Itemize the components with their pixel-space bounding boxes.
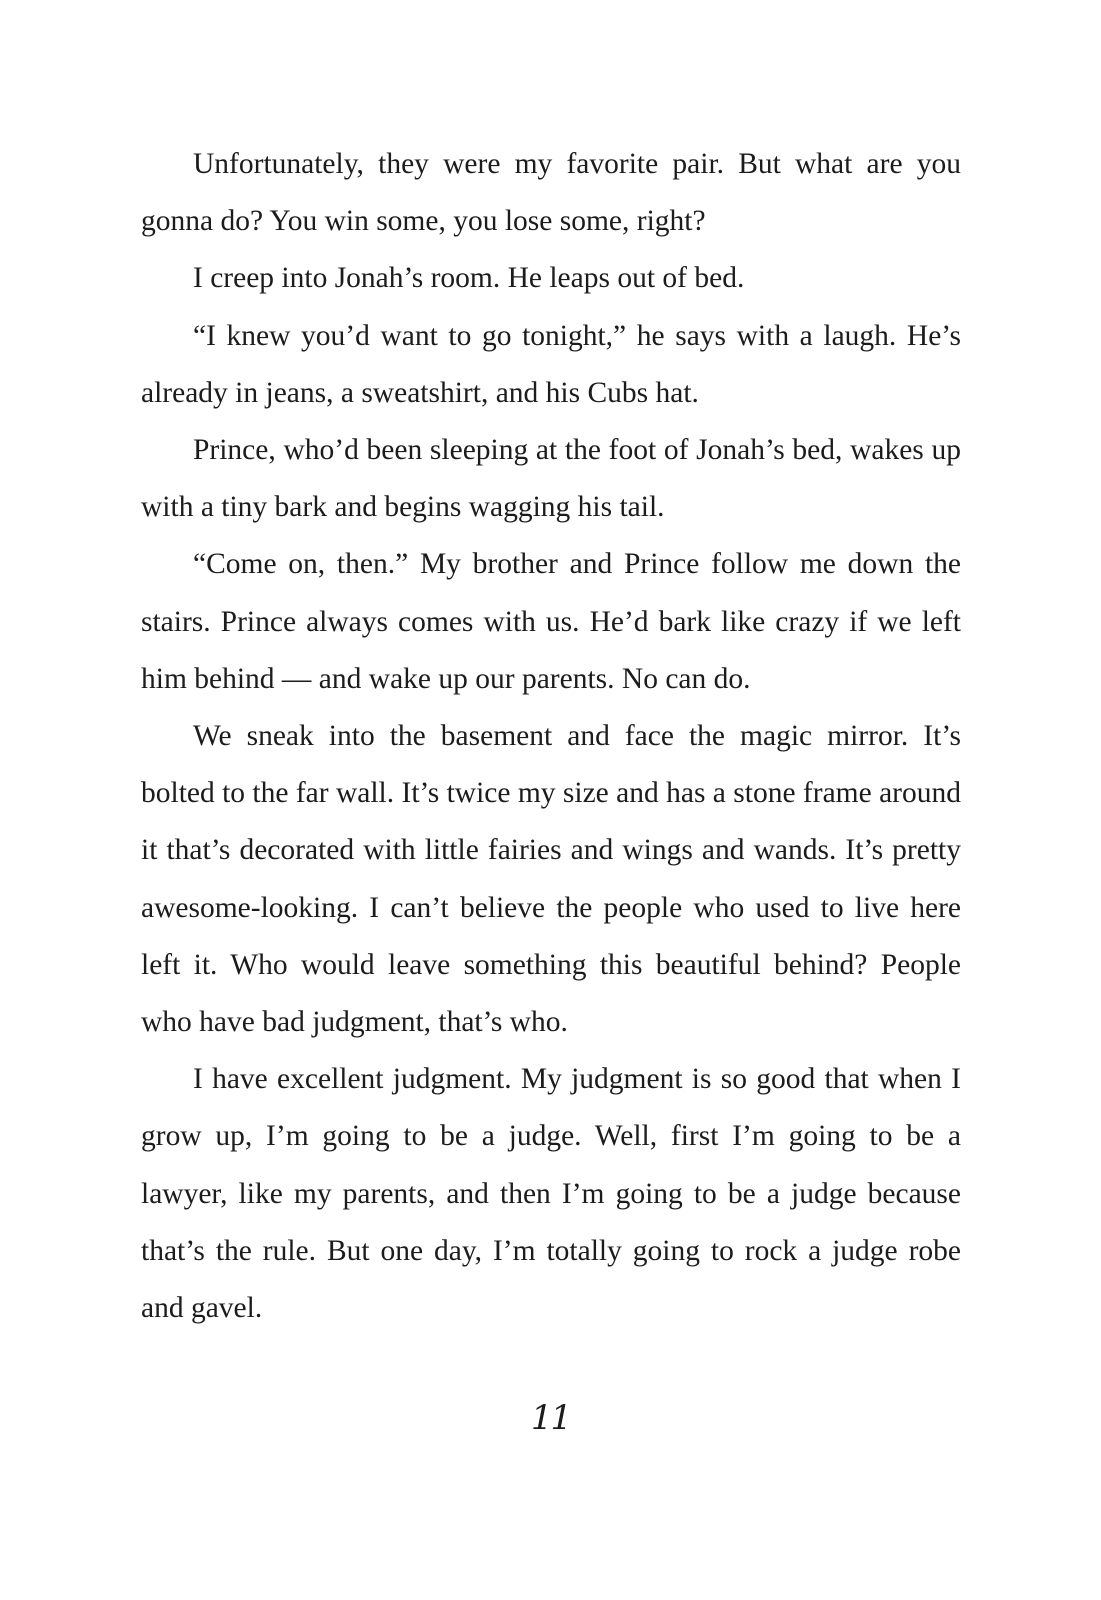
paragraph: We sneak into the basement and face the magic mirror. It’s bolted to the far wall. It’s twice my size and has a stone frame around it that’s decorated with little fairies and wings and wands. It’s pretty awesome-looking. I can’t believe the people who used to live here left it. Who would leave something this beautiful behind? People who have bad judgment, that’s who. [141,720,961,1039]
body-text [141,136,961,1337]
paragraph: Prince, who’d been sleeping at the foot of Jonah’s bed, wakes up with a tiny bark and begins wagging his tail. [141,434,961,524]
page-number: 11 [530,1398,571,1438]
paragraph: “I knew you’d want to go tonight,” he says with a laugh. He’s already in jeans, a sweatshirt, and his Cubs hat. [141,319,961,409]
paragraph: I have excellent judgment. My judgment is so good that when I grow up, I’m going to be a judge. Well, first I’m going to be a lawyer, like my parents, and then I’m going to be a judge because that’s the rule. But one day, I’m totally going to rock a judge robe and gavel. [141,1063,961,1325]
paragraph: I creep into Jonah’s room. He leaps out of bed. [193,262,745,295]
paragraph: Unfortunately, they were my favorite pair. But what are you gonna do? You win some, you lose some, right? [141,148,961,238]
paragraph: “Come on, then.” My brother and Prince follow me down the stairs. Prince always comes with us. He’d bark like crazy if we left him behind — and wake up our parents. No can do. [141,548,961,695]
